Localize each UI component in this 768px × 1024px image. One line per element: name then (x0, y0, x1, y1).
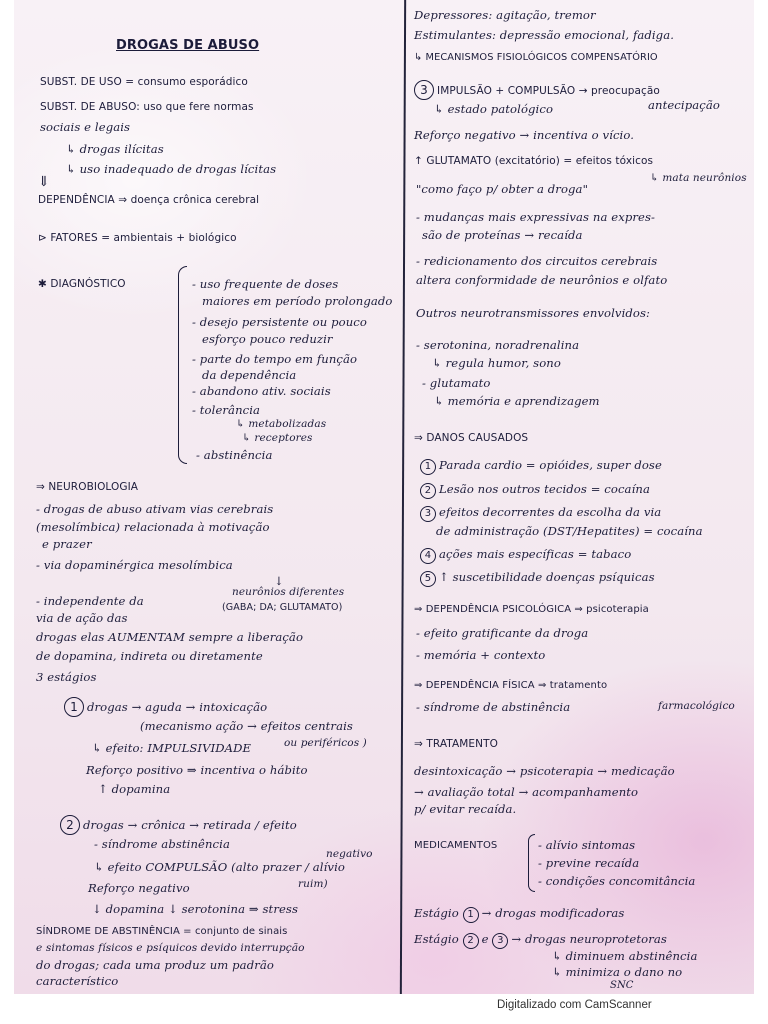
item-number: 2 (463, 933, 479, 949)
note-line: ↳ uso inadequado de drogas lícitas (66, 162, 277, 176)
note-line: farmacológico (658, 700, 735, 712)
note-line: e (481, 932, 489, 946)
note-line: drogas → crônica → retirada / efeito (83, 818, 297, 832)
note-line: ↳ estado patológico (434, 102, 554, 116)
note-line: - serotonina, noradrenalina (416, 338, 580, 352)
note-line: ↳ efeito: IMPULSIVIDADE (92, 741, 252, 755)
note-line: drogas → aguda → intoxicação (87, 700, 268, 714)
note-line: - glutamato (422, 376, 491, 390)
stage-1 (64, 697, 267, 717)
note-line: ↳ mata neurônios (650, 172, 747, 184)
note-line: ⇒ NEUROBIOLOGIA (36, 481, 139, 493)
stage-2 (60, 815, 297, 835)
note-line: → drogas neuroprotetoras (511, 932, 667, 946)
note-line: - desejo persistente ou pouco (192, 315, 367, 329)
note-line: ↳ drogas ilícitas (66, 142, 164, 156)
note-line: Depressores: agitação, tremor (414, 8, 596, 22)
note-line: e prazer (42, 537, 92, 551)
note-line: - abandono ativ. sociais (192, 384, 331, 398)
note-line: maiores em período prolongado (202, 294, 393, 308)
item-number: 1 (463, 907, 479, 923)
note-line: p/ evitar recaída. (414, 802, 517, 816)
note-line: → drogas modificadoras (481, 906, 625, 920)
note-line: MEDICAMENTOS (414, 840, 498, 851)
note-line: (mesolímbica) relacionada à motivação (36, 520, 270, 534)
note-line: (GABA; DA; GLUTAMATO) (222, 602, 343, 613)
stage-line (414, 906, 624, 923)
note-line: - memória + contexto (416, 648, 546, 662)
note-line: Reforço negativo → incentiva o vício. (414, 128, 635, 142)
note-line: ⇓ (38, 174, 50, 190)
note-line: - independente da (36, 594, 144, 608)
note-line: da dependência (202, 368, 297, 382)
note-line: ↓ (274, 574, 284, 588)
note-line: Estágio (414, 906, 459, 920)
damage-item (420, 458, 662, 475)
note-line: ↳ metabolizadas (236, 418, 327, 430)
item-number: 3 (420, 506, 436, 522)
note-line: - drogas de abuso ativam vias cerebrais (36, 502, 274, 516)
damage-item (420, 482, 650, 499)
note-line: do drogas; cada uma produz um padrão (36, 958, 274, 972)
item-number: 2 (420, 483, 436, 499)
note-line: - uso frequente de doses (192, 277, 339, 291)
item-number: 4 (420, 548, 436, 564)
page-title: DROGAS DE ABUSO (116, 38, 260, 53)
note-line: SUBST. DE ABUSO: uso que fere normas (40, 101, 254, 113)
note-line: altera conformidade de neurônios e olfato (416, 273, 668, 287)
note-line: ✱ DIAGNÓSTICO (38, 278, 126, 290)
item-number: 1 (420, 459, 436, 475)
note-line: ⊳ FATORES = ambientais + biológico (38, 232, 237, 244)
note-line: Reforço positivo ⇒ incentiva o hábito (86, 763, 308, 777)
note-line: ↓ dopamina ↓ serotonina ⇒ stress (92, 902, 299, 916)
item-number: 3 (414, 80, 434, 100)
damage-item (420, 547, 631, 564)
note-line: "como faço p/ obter a droga" (416, 182, 588, 196)
note-line: ↳ regula humor, sono (432, 356, 561, 370)
note-line: SÍNDROME DE ABSTINÊNCIA = conjunto de sinais (36, 926, 288, 937)
note-line: negativo (326, 848, 373, 860)
note-line: esforço pouco reduzir (202, 332, 333, 346)
note-line: Parada cardio = opióides, super dose (439, 458, 662, 472)
note-line: - parte do tempo em função (192, 352, 358, 366)
note-line: - condições concomitância (538, 874, 696, 888)
damage-item (420, 570, 655, 587)
note-line: ⇒ TRATAMENTO (414, 738, 498, 750)
note-line: - mudanças mais expressivas na expres- (416, 210, 656, 224)
note-line: - redicionamento dos circuitos cerebrais (416, 254, 658, 268)
column-divider (400, 0, 406, 994)
note-line: ⇒ DEPENDÊNCIA FÍSICA ⇒ tratamento (414, 680, 608, 691)
item-impulsao (414, 80, 660, 100)
note-line: sociais e legais (40, 120, 131, 134)
note-line: ↳ efeito COMPULSÃO (alto prazer / alívio (94, 860, 345, 874)
note-line: característico (36, 974, 119, 988)
note-line: neurônios diferentes (232, 586, 345, 598)
note-line: SUBST. DE USO = consumo esporádico (40, 76, 248, 88)
damage-item (420, 505, 661, 522)
note-line: ↑ suscetibilidade doenças psíquicas (439, 570, 655, 584)
note-line: - abstinência (196, 448, 273, 462)
note-line: ações mais específicas = tabaco (439, 547, 632, 561)
scanner-watermark: Digitalizado com CamScanner (497, 999, 652, 1011)
stage-line (414, 932, 667, 949)
note-line: - alívio sintomas (538, 838, 636, 852)
note-line: antecipação (648, 98, 720, 112)
note-line: e sintomas físicos e psíquicos devido interrupção (36, 942, 305, 954)
note-line: DEPENDÊNCIA ⇒ doença crônica cerebral (38, 194, 260, 206)
diagnostico-brace (178, 266, 187, 464)
note-line: ↑ GLUTAMATO (excitatório) = efeitos tóxicos (414, 155, 654, 167)
note-line: desintoxicação → psicoterapia → medicação (414, 764, 675, 778)
note-line: - via dopaminérgica mesolímbica (36, 558, 233, 572)
stage-number: 2 (60, 815, 80, 835)
note-line: ↳ memória e aprendizagem (434, 394, 600, 408)
note-line: - efeito gratificante da droga (416, 626, 589, 640)
note-line: IMPULSÃO + COMPULSÃO → preocupação (437, 85, 660, 97)
note-line: - síndrome abstinência (94, 837, 230, 851)
medicamentos-brace (528, 834, 535, 892)
notebook-page (14, 0, 754, 994)
note-line: SNC (610, 980, 634, 991)
note-line: ↳ minimiza o dano no (552, 965, 683, 979)
note-line: de administração (DST/Hepatites) = cocaína (436, 524, 703, 538)
note-line: ⇒ DEPENDÊNCIA PSICOLÓGICA ⇒ psicoterapia (414, 604, 649, 615)
note-line: de dopamina, indireta ou diretamente (36, 649, 263, 663)
note-line: - tolerância (192, 403, 261, 417)
note-line: ou periféricos ) (284, 737, 367, 749)
note-line: 3 estágios (36, 670, 97, 684)
note-line: → avaliação total → acompanhamento (414, 785, 639, 799)
note-line: ↑ dopamina (98, 782, 171, 796)
note-line: via de ação das (36, 611, 128, 625)
stage-number: 1 (64, 697, 84, 717)
item-number: 3 (492, 933, 508, 949)
item-number: 5 (420, 571, 436, 587)
note-line: ↳ receptores (242, 432, 313, 444)
note-line: ↳ MECANISMOS FISIOLÓGICOS COMPENSATÓRIO (414, 52, 658, 63)
note-line: são de proteínas → recaída (422, 228, 583, 242)
note-line: - síndrome de abstinência (416, 700, 571, 714)
note-line: Outros neurotransmissores envolvidos: (416, 306, 651, 320)
note-line: Lesão nos outros tecidos = cocaína (439, 482, 650, 496)
note-line: - previne recaída (538, 856, 640, 870)
note-line: Estágio (414, 932, 459, 946)
note-line: Reforço negativo (88, 881, 190, 895)
note-line: ruim) (298, 878, 328, 890)
note-line: ↳ diminuem abstinência (552, 949, 698, 963)
note-line: drogas elas AUMENTAM sempre a liberação (36, 630, 304, 644)
note-line: (mecanismo ação → efeitos centrais (140, 719, 353, 733)
note-line: Estimulantes: depressão emocional, fadiga. (414, 28, 674, 42)
note-line: efeitos decorrentes da escolha da via (439, 505, 662, 519)
note-line: ⇒ DANOS CAUSADOS (414, 432, 529, 444)
